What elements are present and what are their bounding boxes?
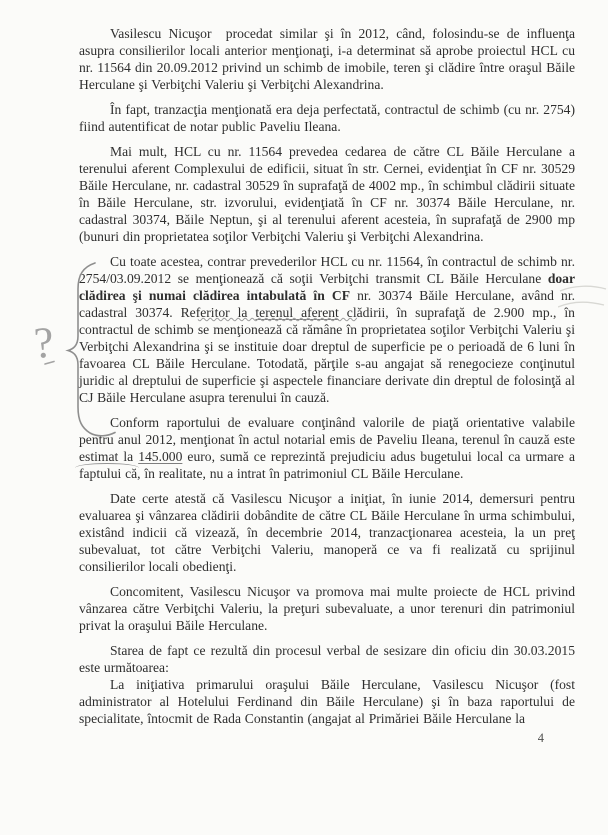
paragraph-6 [79, 490, 575, 575]
text-segment: Date certe atestă că Vasilescu Nicuşor a iniţiat, în iunie 2014, demersuri pentru evaluarea şi vânzarea clădirii dobândite de către CL Băile Herculane în urma schimbului, existând indicii că vizează, în decembrie 2014, tranzacţionarea acesteia, la un preţ subevaluat, tot către Verbiţchi Valeriu, manoperă ce va fi realizată cu sprijinul consilierilor locali obedienţi. [79, 491, 575, 574]
text-segment: nr. 30374 Băile Herculane, având nr. cadastral 30374. Referitor la [79, 288, 575, 320]
text-segment: Mai mult, HCL cu nr. 11564 prevedea cedarea de către CL Băile Herculane a terenului aferent Complexului de edificii, situat în str. Cernei, evidenţiat în CF nr. 30529 Băile Herculane, nr. cadastral 30529 în suprafaţă de 4002 mp., în schimbul clădirii situate în Băile Herculane, str. izvorului, evidenţiată în CF nr. 30374 Băile Herculane, nr. cadastral 30374, Băile Neptun, şi al terenului aferent acesteia, în suprafaţă de 2900 mp (bunuri din proprietatea soţilor Verbiţchi Valeriu şi Verbiţchi Alexandrina. [79, 144, 575, 244]
page-number: 4 [537, 731, 544, 745]
paragraph-2 [79, 101, 575, 135]
paragraph-9 [79, 676, 575, 727]
text-segment: Conform raportului de evaluare conţinând valorile de piaţă orientative valabile pentru anul 2012, menţionat în actul notarial emis de Paveliu Ileana, terenul în cauză este estimat la [79, 415, 575, 464]
text-segment: Cu toate acestea, contrar prevederilor HCL cu nr. 11564, în contractul de schimb nr. 2754/03.09.2012 se menţionează că soţii Verbiţchi transmit CL Băile Herculane [79, 254, 575, 286]
text-segment: În fapt, tranzacţia menţionată era deja perfectată, contractul de schimb (cu nr. 2754) fiind autentificat de notar public Paveliu Ileana. [79, 102, 575, 134]
paragraph-1 [79, 25, 575, 93]
handwritten-wavy-mark: se menţionează că rămâne în [197, 322, 358, 337]
text-segment: La iniţiativa primarului oraşului Băile Herculane, Vasilescu Nicuşor (fost administrator al Hotelului Ferdinand din Băile Herculane) şi în baza raportului de specialitate, întocmit de Rada Constantin (angajat al Primăriei Băile Herculane la [79, 677, 575, 726]
document-text-block [79, 25, 575, 746]
paragraph-7 [79, 583, 575, 634]
text-segment: Starea de fapt ce rezultă din procesul verbal de sesizare din oficiu din 30.03.2015 este următoarea: [79, 643, 575, 675]
text-segment: Vasilescu Nicuşor procedat similar şi în 2012, când, folosindu-se de influenţa asupra consilierilor locali anterior menţionaţi, i-a determinat să aprobe proiectul HCL cu nr. 11564 din 20.09.2012 privind un schimb de imobile, teren şi clădire între oraşul Băile Herculane şi Verbiţchi Valeriu şi Verbiţchi Alexandrina. [79, 26, 575, 92]
paragraph-8 [79, 642, 575, 676]
paragraph-3 [79, 143, 575, 245]
handwritten-arc-mark: faptului că [79, 466, 138, 481]
handwritten-underline-mark: 145.000 [138, 449, 183, 464]
paragraph-5 [79, 414, 575, 482]
text-segment: euro, sumă ce reprezintă prejudiciu adus bugetului local ca urmare a [182, 449, 575, 464]
handwritten-underline-mark: terenul aferent [255, 305, 339, 320]
text-segment: proprietatea soţilor Verbiţchi Valeriu şi Verbiţchi Alexandrina şi se instituie doar dreptul de superficie pe o perioadă de 6 luni în favoarea CL Băile Herculane. Totodată, părţile s-au angajat să renegocieze conţinutul juridic al dreptului de superficie şi aspectele financiare derivate din dreptul de folosinţă al CJ Băile Herculane asupra terenului în cauză. [79, 322, 575, 405]
text-segment: Concomitent, Vasilescu Nicuşor va promova mai multe proiecte de HCL privind vânzarea către Verbiţchi Valeriu, la preţuri subevaluate, a unor terenuri din patrimoniul privat la oraşului Băile Herculane. [79, 584, 575, 633]
paragraph-4 [79, 253, 575, 406]
question-mark-dash [45, 362, 54, 365]
handwritten-question-mark: ? [32, 317, 55, 368]
text-segment: clădirii, în suprafaţă de 2.900 mp., în contractul de schimb [79, 305, 575, 337]
text-segment: , în realitate, nu a intrat în patrimoniul CL Băile Herculane. [137, 466, 464, 481]
bold-emphasis: doar clădirea şi numai clădirea intabulată în CF [79, 271, 575, 303]
